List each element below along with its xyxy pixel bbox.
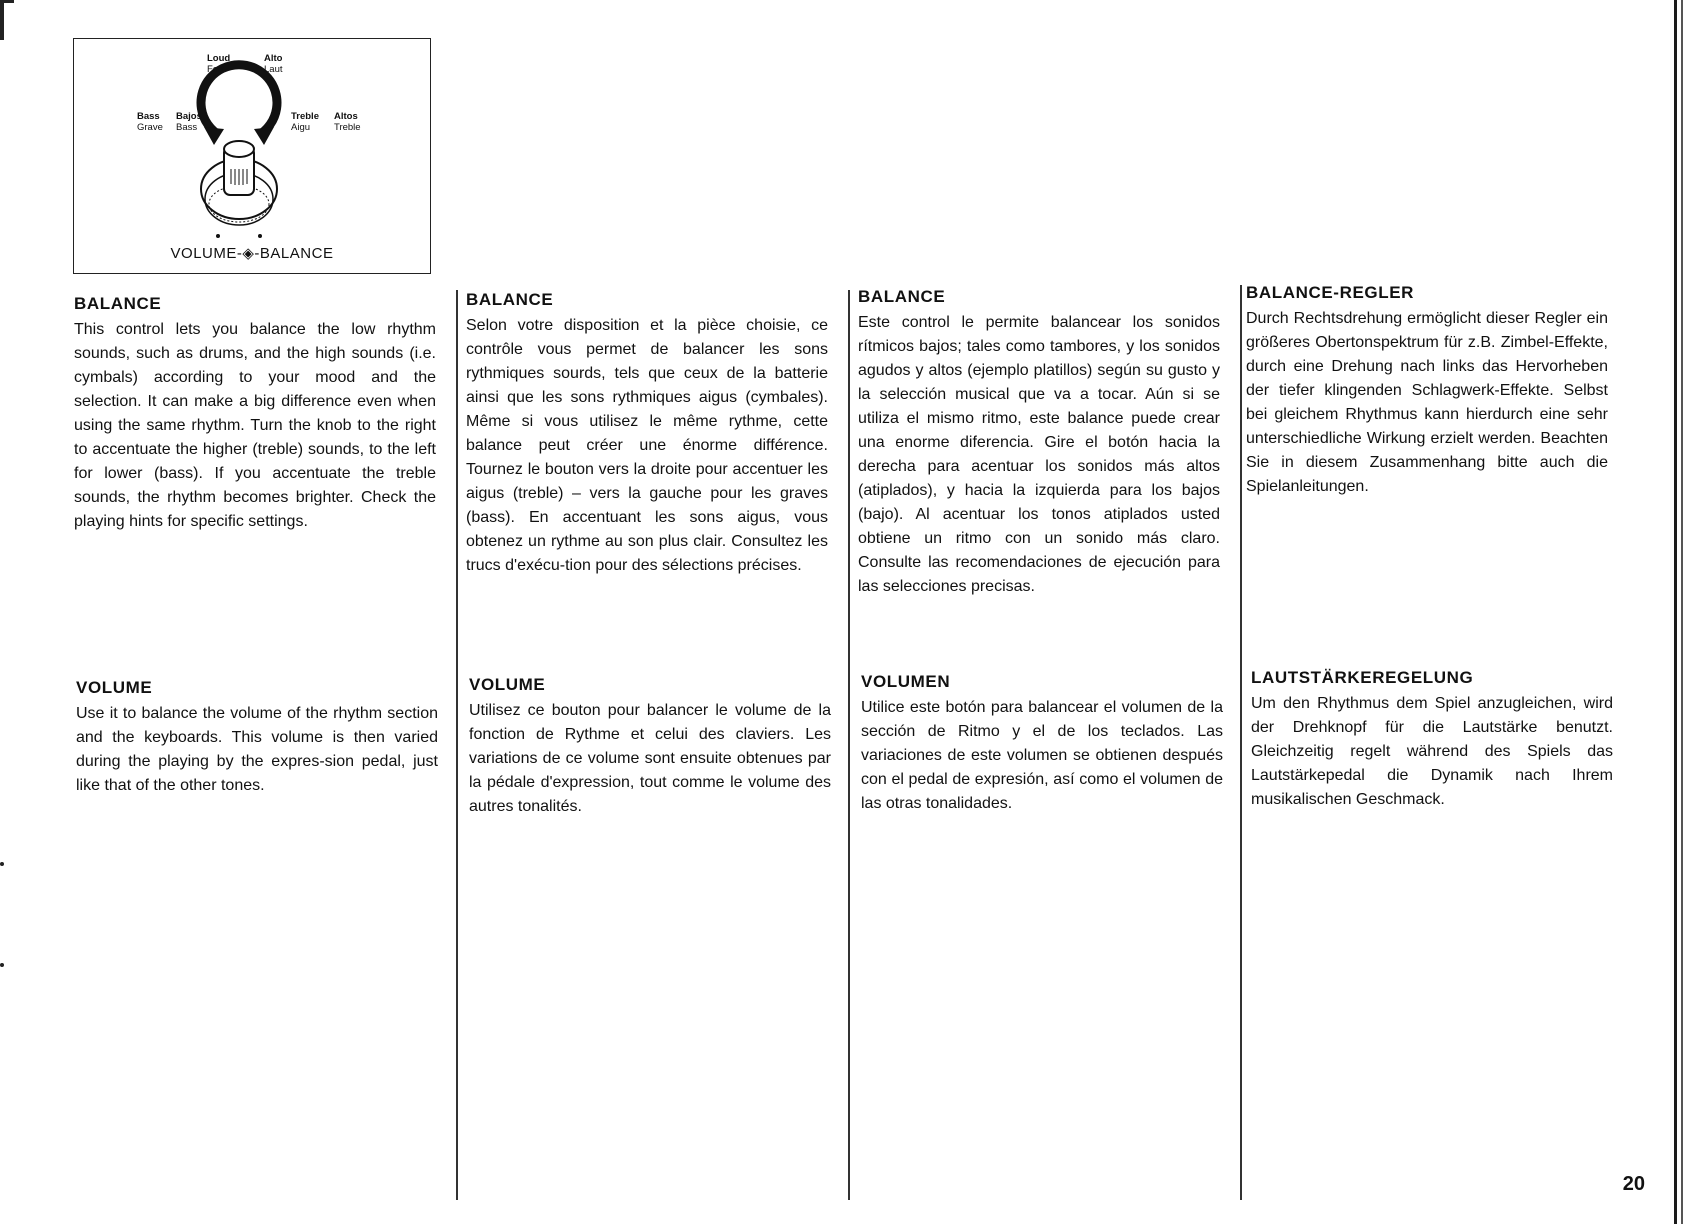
binding-hole-mark (0, 963, 4, 967)
balance-section-spanish (858, 287, 1220, 599)
section-body: Durch Rechtsdrehung ermöglicht dieser Regler ein größeres Obertonspektrum für z.B. Zimbel-Effekte, durch eine Drehung nach links das Hervorheben der tiefer klingenden Schlagwerk-Effekte. Selbst bei gleichem Rhythmus kann hierdurch eine sehr unterschiedliche Wirkung erzielt werden. Beachten Sie in diesem Zusammenhang bitte auch die Spielanleitungen. (1246, 310, 1608, 495)
balance-section-english (74, 294, 436, 534)
page-binding-edge (1681, 0, 1683, 1224)
label-treble: Treble Aigu (291, 111, 319, 133)
section-heading: VOLUMEN (861, 672, 951, 691)
page-corner-mark (0, 0, 14, 40)
knob-illustration (74, 39, 432, 275)
section-body: Utilisez ce bouton pour balancer le volume de la fonction de Rythme et celui des claviers. Les variations de ce volume sont ensuite obtenues par la pédale d'expression, tout comme le volume des autres tonalités. (469, 702, 831, 815)
page-binding-edge (1674, 0, 1677, 1224)
section-body: Selon votre disposition et la pièce choisie, ce contrôle vous permet de balancer les sons rythmiques sourds, tels que ceux de la batterie ainsi que les sons rythmiques aigus (cymbales). Même si vous utilisez le même rythme, cette balance peut créer une énorme différence. Tournez le bouton vers la droite pour accentuer les aigus (treble) – vers la gauche pour les graves (bass). En accentuant les sons aigus, vous obtenez un rythme au son plus clair. Consultez les trucs d'exécu-tion pour des sélections précises. (466, 317, 828, 574)
volume-section-english (76, 678, 438, 798)
balance-section-german (1246, 283, 1608, 499)
volume-section-french (469, 675, 831, 819)
section-heading: BALANCE (466, 290, 554, 309)
section-heading: BALANCE (74, 294, 162, 313)
label-altos: Altos Treble (334, 111, 361, 133)
section-heading: VOLUME (469, 675, 546, 694)
rotation-arrow-icon (201, 65, 277, 135)
column-divider (848, 290, 850, 1200)
arrow-head-left-icon (204, 127, 224, 145)
volume-balance-knob-diagram (73, 38, 431, 274)
section-body: This control lets you balance the low rhythm sounds, such as drums, and the high sounds (i.e. cymbals) according to your mood and the selection. It can make a big difference even when using the same rhythm. Turn the knob to the right to accentuate the higher (treble) sounds, to the left for lower (bass). If you accentuate the treble sounds, the rhythm becomes brighter. Check the playing hints for specific settings. (74, 321, 436, 530)
section-heading: BALANCE (858, 287, 946, 306)
column-divider (1240, 285, 1242, 1200)
knob-caption: VOLUME-◈-BALANCE (170, 245, 334, 262)
volume-section-spanish (861, 672, 1223, 816)
volume-section-german (1251, 668, 1613, 812)
column-divider (456, 290, 458, 1200)
label-bajos: Bajos Bass (176, 111, 202, 133)
section-heading: BALANCE-REGLER (1246, 283, 1415, 302)
section-body: Use it to balance the volume of the rhythm section and the keyboards. This volume is then varied during the playing by the expres-sion pedal, just like that of the other tones. (76, 705, 438, 794)
binding-hole-mark (0, 862, 4, 866)
section-body: Um den Rhythmus dem Spiel anzugleichen, wird der Drehknopf für die Lautstärke benutzt. Gleichzeitig regelt während des Spiels das Lautstärkepedal die Dynamik nach Ihrem musikalischen Geschmack. (1251, 695, 1613, 808)
balance-section-french (466, 290, 828, 578)
section-heading: VOLUME (76, 678, 153, 697)
label-loud: Loud Fort (207, 53, 231, 75)
label-alto: Alto Laut (264, 53, 283, 75)
section-body: Este control le permite balancear los sonidos rítmicos bajos; tales como tambores, y los sonidos agudos y altos (ejemplo platillos) según su gusto y la selección musical que va a tocar. Aún si se utiliza el mismo ritmo, este balance puede crear una enorme diferencia. Gire el botón hacia la derecha para acentuar los sonidos más altos (atiplados), y hacia la izquierda para los bajos (bajo). Al acentuar los tonos atiplados usted obtiene un ritmo con un sonido más claro. Consulte las recomendaciones de ejecución para las selecciones precisas. (858, 314, 1220, 595)
arrow-head-right-icon (254, 127, 274, 145)
section-heading: LAUTSTÄRKEREGELUNG (1251, 668, 1474, 687)
label-bass: Bass Grave (137, 111, 163, 133)
section-body: Utilice este botón para balancear el volumen de la sección de Ritmo y el de los teclados. Las variaciones de este volumen se obtienen después con el pedal de expresión, así como el volumen de las otras tonalidades. (861, 699, 1223, 812)
page-number: 20 (1622, 1173, 1645, 1195)
